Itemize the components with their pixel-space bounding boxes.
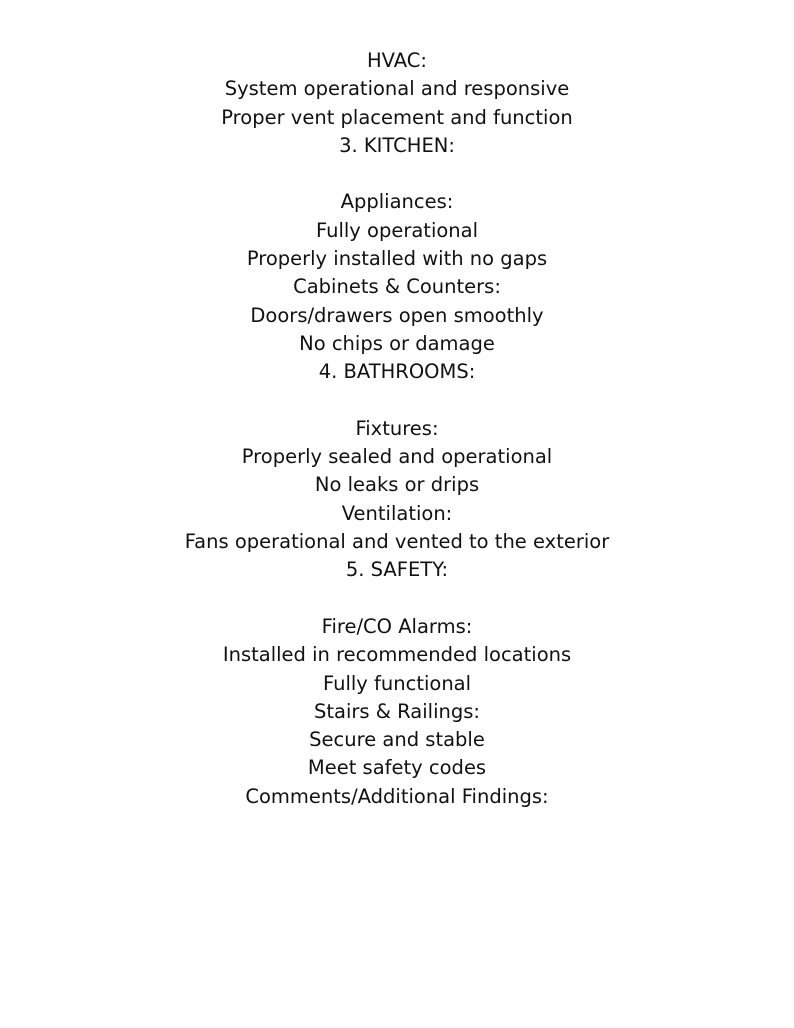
item-meet-safety-codes: Meet safety codes — [307, 756, 487, 780]
spacer — [0, 585, 794, 613]
item-no-chips: No chips or damage — [299, 331, 495, 355]
item-properly-installed: Properly installed with no gaps — [246, 247, 548, 271]
item-fully-functional: Fully functional — [322, 671, 472, 695]
checklist-page — [0, 47, 794, 811]
heading-ventilation: Ventilation: — [341, 501, 453, 525]
heading-appliances: Appliances: — [340, 190, 454, 214]
heading-hvac: HVAC: — [367, 49, 427, 72]
item-proper-vent-placement: Proper vent placement and function — [221, 105, 573, 129]
section-kitchen: 3. KITCHEN: — [339, 133, 455, 157]
heading-stairs-railings: Stairs & Railings: — [314, 699, 480, 723]
heading-fire-co-alarms: Fire/CO Alarms: — [321, 614, 473, 638]
item-installed-recommended: Installed in recommended locations — [222, 643, 572, 667]
heading-cabinets-counters: Cabinets & Counters: — [293, 275, 501, 299]
item-fully-operational: Fully operational — [315, 218, 479, 242]
item-system-operational: System operational and responsive — [224, 77, 570, 101]
item-fans-operational: Fans operational and vented to the exterior — [184, 530, 610, 554]
heading-fixtures: Fixtures: — [355, 416, 439, 440]
spacer — [0, 160, 794, 188]
item-secure-stable: Secure and stable — [309, 728, 485, 752]
section-safety: 5. SAFETY: — [345, 558, 449, 582]
item-no-leaks: No leaks or drips — [314, 473, 480, 497]
item-doors-drawers: Doors/drawers open smoothly — [250, 303, 544, 327]
spacer — [0, 387, 794, 415]
heading-comments: Comments/Additional Findings: — [245, 784, 549, 808]
item-properly-sealed: Properly sealed and operational — [241, 445, 553, 469]
section-bathrooms: 4. BATHROOMS: — [318, 360, 476, 384]
